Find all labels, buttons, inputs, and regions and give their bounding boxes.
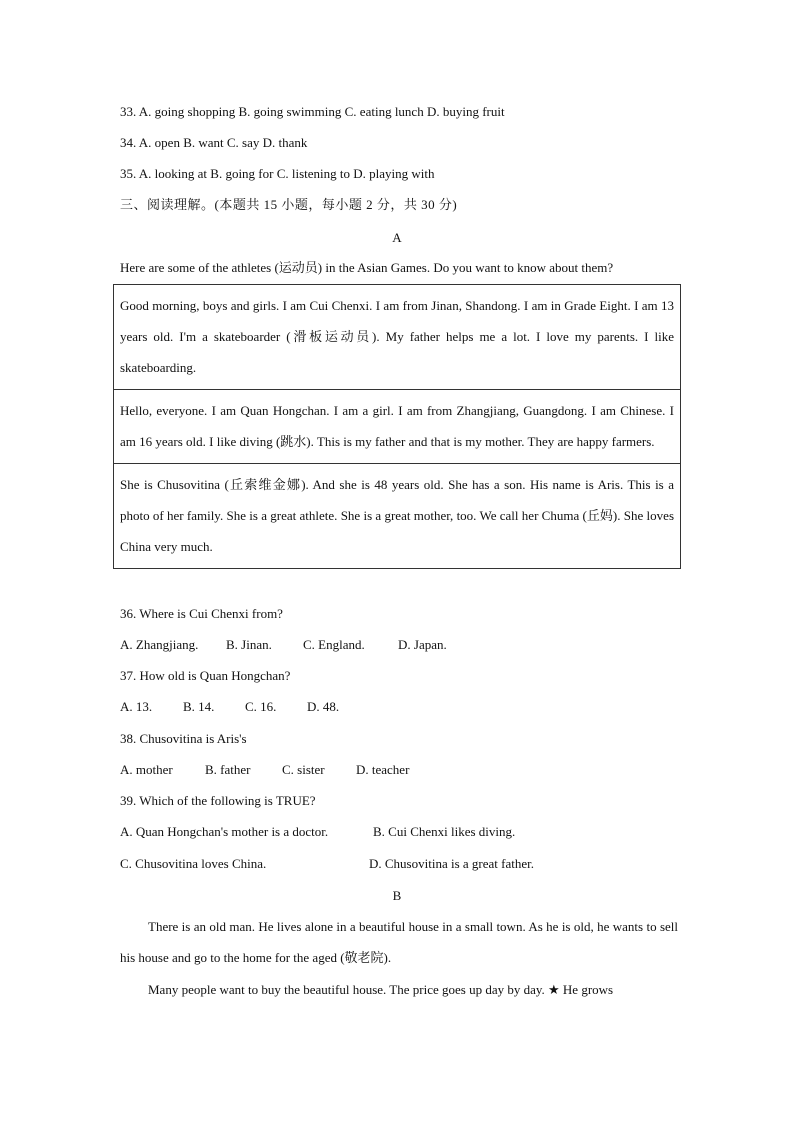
option-b: B. Cui Chenxi likes diving. (373, 824, 516, 839)
option-a: A. mother (120, 762, 173, 777)
question-33: 33. A. going shopping B. going swimming C. eating lunch D. buying fruit (120, 104, 505, 119)
option-b: B. father (205, 762, 251, 777)
option-d: D. teacher (356, 762, 410, 777)
question-36-options (120, 637, 447, 653)
question-39-options-row-2 (120, 856, 534, 872)
athlete-cell-quan-hongchan: Hello, everyone. I am Quan Hongchan. I am a girl. I am from Zhangjiang, Guangdong. I am Chinese. I am 16 years old. I like diving (跳水). This is my father and that is my mother. They are happy farmers. (114, 390, 680, 464)
question-34: 34. A. open B. want C. say D. thank (120, 135, 308, 150)
option-a: A. Zhangjiang. (120, 637, 199, 652)
question-38-options (120, 762, 409, 778)
section-heading: 三、阅读理解。(本题共 15 小题，每小题 2 分，共 30 分) (120, 197, 458, 212)
athlete-cell-cui-chenxi: Good morning, boys and girls. I am Cui Chenxi. I am from Jinan, Shandong. I am in Grade Eight. I am 13 years old. I'm a skateboarder (滑板运动员). My father helps me a lot. I love my parents. I like skateboarding. (114, 285, 680, 390)
passage-b-paragraph-2 (120, 974, 678, 1005)
passage-a-intro: Here are some of the athletes (运动员) in the Asian Games. Do you want to know about them? (120, 260, 614, 275)
option-a: A. Quan Hongchan's mother is a doctor. (120, 824, 329, 839)
option-b: B. 14. (183, 699, 215, 714)
passage-b-label: B (392, 888, 402, 903)
paragraph-text: Many people want to buy the beautiful house. The price goes up day by day. ★ He grows (148, 982, 614, 997)
question-38-stem: 38. Chusovitina is Aris's (120, 731, 247, 746)
question-35: 35. A. looking at B. going for C. listening to D. playing with (120, 166, 435, 181)
athlete-cell-chusovitina: She is Chusovitina (丘索维金娜). And she is 48 years old. She has a son. His name is Aris. This is a photo of her family. She is a great athlete. She is a great mother, too. We call her Chuma (丘妈). She loves China very much. (120, 477, 674, 554)
option-c: C. Chusovitina loves China. (120, 856, 267, 871)
option-c: C. England. (303, 637, 365, 652)
passage-b-paragraph-1 (120, 911, 678, 973)
paragraph-text: There is an old man. He lives alone in a beautiful house in a small town. As he is old, he wants to sell his house and go to the home for the aged (敬老院). (120, 919, 678, 965)
option-d: D. Chusovitina is a great father. (369, 856, 534, 871)
option-c: C. sister (282, 762, 325, 777)
option-c: C. 16. (245, 699, 277, 714)
question-39-options-row-1 (120, 824, 515, 840)
question-37-stem: 37. How old is Quan Hongchan? (120, 668, 291, 683)
question-36-stem: 36. Where is Cui Chenxi from? (120, 606, 283, 621)
question-37-options (120, 699, 339, 715)
question-39-stem: 39. Which of the following is TRUE? (120, 793, 316, 808)
option-d: D. 48. (307, 699, 340, 714)
passage-a-label: A (392, 230, 402, 245)
athlete-table (113, 284, 681, 569)
option-a: A. 13. (120, 699, 153, 714)
option-b: B. Jinan. (226, 637, 272, 652)
option-d: D. Japan. (398, 637, 447, 652)
